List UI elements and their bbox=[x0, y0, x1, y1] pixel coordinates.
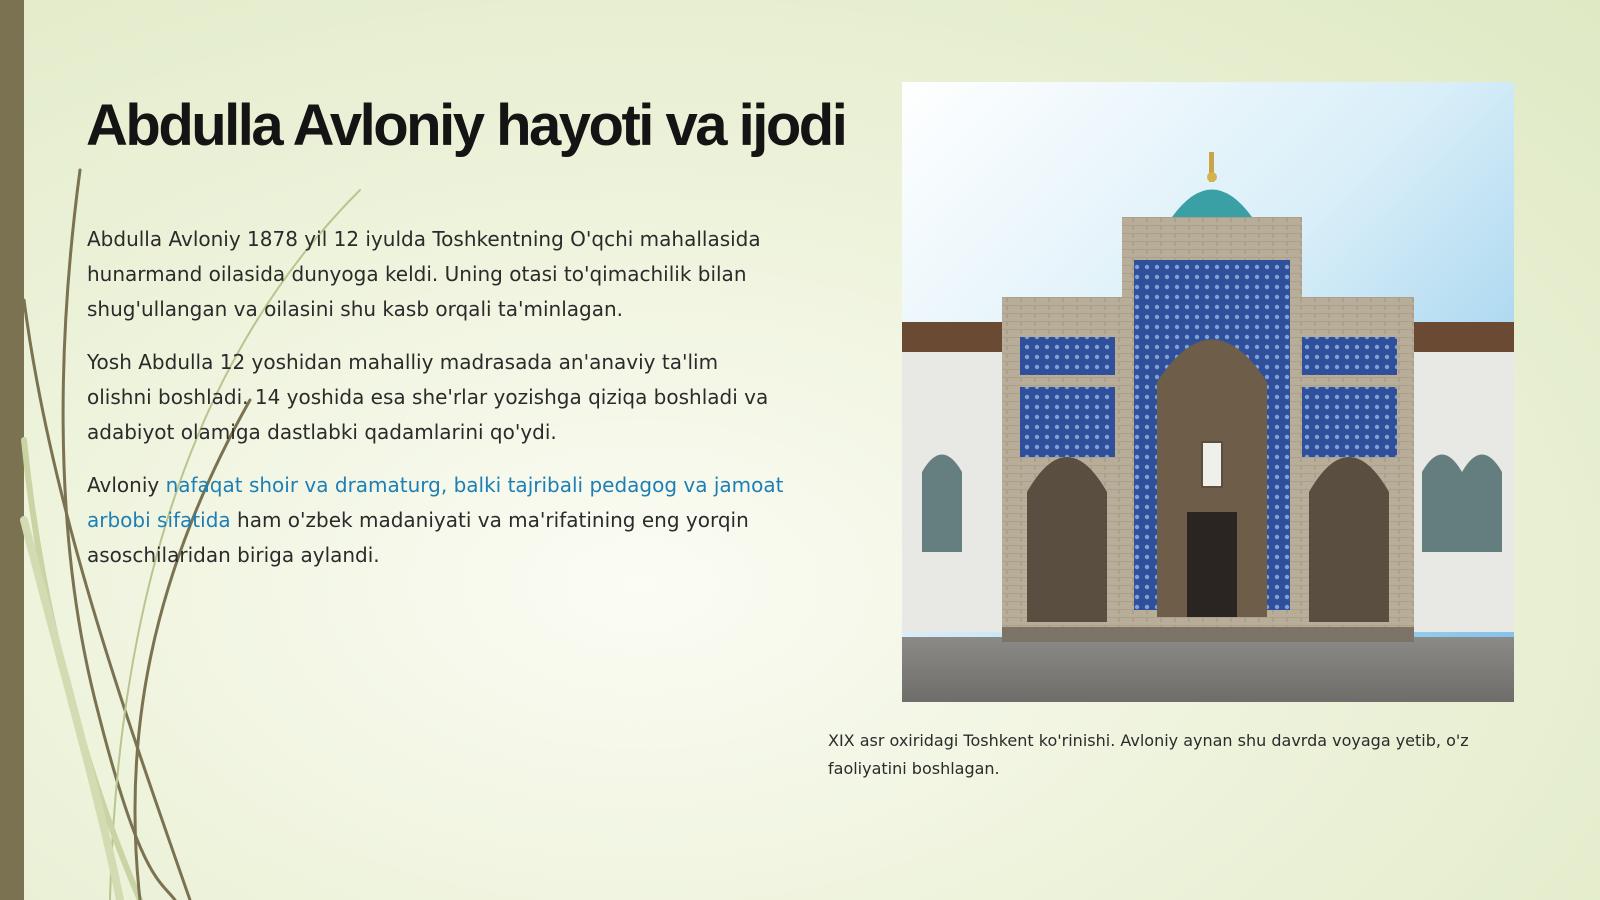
paragraph-legacy bbox=[87, 468, 787, 573]
paragraph-legacy-tail: ham o'zbek madaniyati va ma'rifatining eng yorqin asoschilaridan biriga aylandi. bbox=[87, 508, 749, 567]
mosque-photo bbox=[902, 82, 1514, 702]
page-title: Abdulla Avloniy hayoti va ijodi bbox=[86, 93, 846, 158]
left-accent-bar bbox=[0, 0, 24, 900]
paragraph-birth: Abdulla Avloniy 1878 yil 12 iyulda Toshkentning O'qchi mahallasida hunarmand oilasida dunyoga keldi. Uning otasi to'qimachilik bilan shug'ullangan va oilasini shu kasb orqali ta'minlagan. bbox=[87, 227, 761, 321]
paragraph-legacy-lead: Avloniy bbox=[87, 473, 166, 497]
body-text bbox=[87, 222, 787, 591]
highlight-link[interactable]: nafaqat shoir va dramaturg, balki tajribali pedagog va jamoat arbobi sifatida bbox=[87, 473, 784, 532]
photo-caption: XIX asr oxiridagi Toshkent ko'rinishi. Avloniy aynan shu davrda voyaga yetib, o'z faoliyatini boshlagan. bbox=[828, 731, 1469, 778]
paragraph-education: Yosh Abdulla 12 yoshidan mahalliy madrasada an'anaviy ta'lim olishni boshladi. 14 yoshida esa she'rlar yozishga qiziqa boshladi va adabiyot olamiga dastlabki qadamlarini qo'ydi. bbox=[87, 350, 769, 444]
